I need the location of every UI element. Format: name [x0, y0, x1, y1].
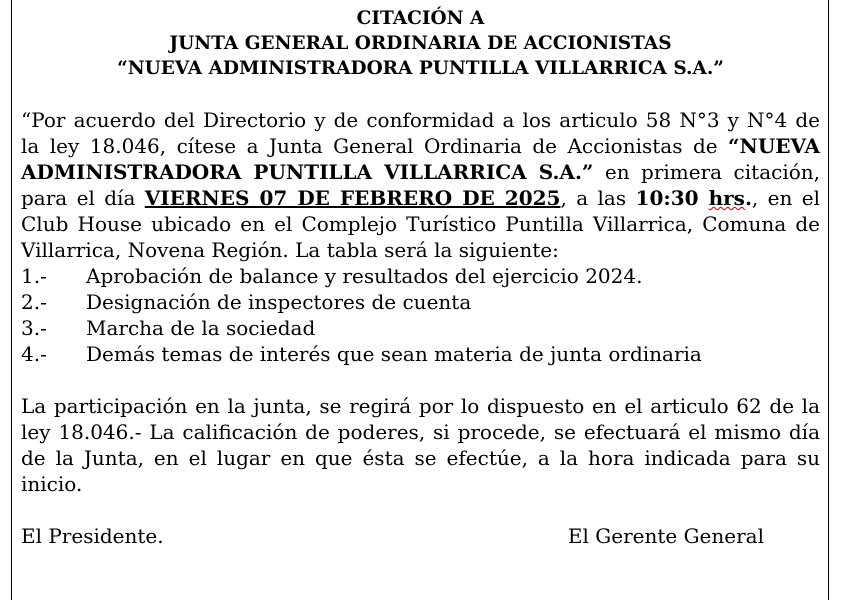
closing-paragraph: La participación en la junta, se regirá por lo dispuesto en el articulo 62 de la ley 18.046.- La calificación de poderes, si procede, se efectuará el mismo día de la Junta, en el lugar en que ésta se efectúe, a la hora indicada para su inicio.	[21, 394, 820, 496]
signature-general-manager: El Gerente General	[567, 524, 764, 548]
company-name: “NUEVA ADMINISTRADORA PUNTILLA VILLARRICA S.A.”	[21, 134, 820, 184]
meeting-time-unit: hrs	[708, 186, 745, 210]
title-line-1: CITACIÓN A	[356, 8, 485, 29]
agenda-item-number: 2.-	[21, 290, 47, 314]
agenda-item-number: 4.-	[21, 342, 47, 366]
citation-paragraph	[21, 107, 820, 263]
meeting-time: 10:30	[635, 186, 709, 210]
meeting-date: VIERNES 07 DE FEBRERO DE 2025	[144, 186, 561, 210]
agenda-item-number: 1.-	[21, 264, 47, 288]
citation-text-c: , a las	[560, 186, 636, 210]
document-title	[21, 6, 820, 81]
agenda-item	[21, 263, 820, 289]
title-line-2: JUNTA GENERAL ORDINARIA DE ACCIONISTAS	[169, 33, 672, 54]
agenda-item-text: Demás temas de interés que sean materia de junta ordinaria	[86, 342, 702, 366]
agenda-item-text: Aprobación de balance y resultados del ejercicio 2024.	[86, 264, 643, 288]
agenda-item	[21, 341, 820, 367]
agenda-item-number: 3.-	[21, 316, 47, 340]
agenda-item	[21, 289, 820, 315]
citation-text-d: , en el Club House ubicado en el Complejo Turístico Puntilla Villarrica, Comuna de Villarrica, Novena Región. La tabla será la siguiente:	[21, 186, 821, 262]
agenda-item-text: Designación de inspectores de cuenta	[86, 290, 472, 314]
citation-text-b: en primera citación, para el día	[21, 160, 820, 210]
agenda-item	[21, 315, 820, 341]
agenda-item-text: Marcha de la sociedad	[86, 316, 316, 340]
citation-document	[11, 0, 829, 600]
signature-row	[21, 523, 820, 549]
meeting-time-dot: .	[744, 186, 752, 210]
agenda-list	[21, 263, 820, 367]
citation-text-a: “Por acuerdo del Directorio y de conformidad a los articulo 58 N°3 y N°4 de la ley 18.046, cítese a Junta General Ordinaria de Accionistas de	[21, 108, 820, 158]
title-line-3: “NUEVA ADMINISTRADORA PUNTILLA VILLARRICA S.A.”	[117, 58, 724, 79]
signature-president: El Presidente.	[21, 524, 164, 548]
